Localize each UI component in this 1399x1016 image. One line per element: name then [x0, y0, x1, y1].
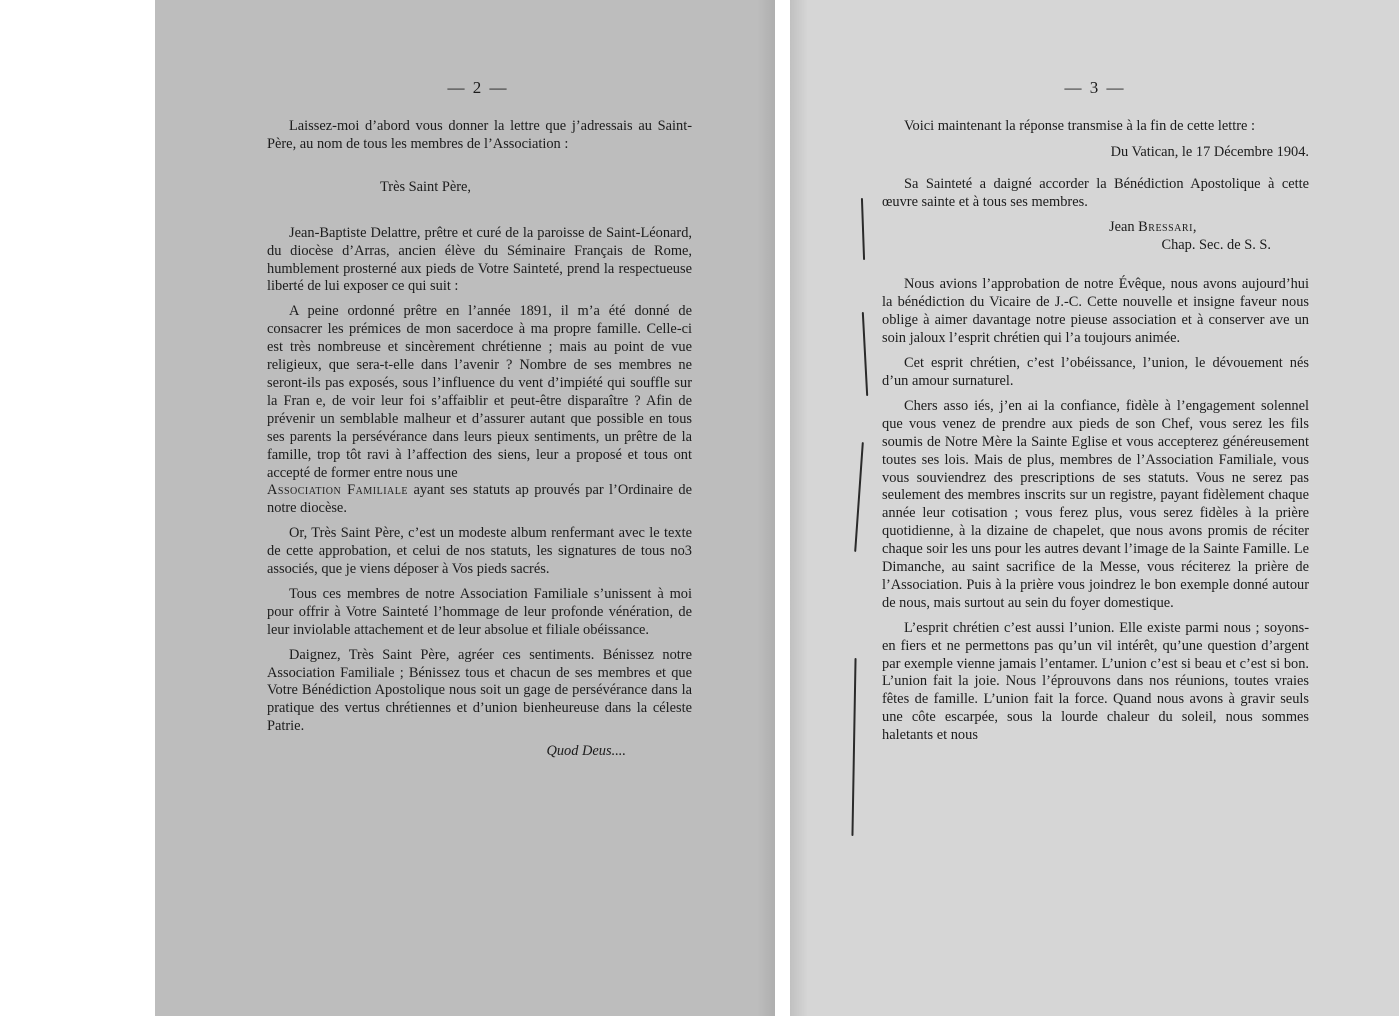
- right-fold-shadow: [790, 0, 808, 1016]
- left-page: [155, 0, 775, 1016]
- left-paragraph-2: A peine ordonné prêtre en l’année 1891, il m’a été donné de consacrer les prémices de mon sacerdoce à ma propre famille. Celle-ci est très nombreuse et sincèrement chrétienne ; mais au point de vue religieux, que sera-t-elle dans l’avenir ? Nombre de ses membres ne seront-ils pas exposés, sous l’influence du vent d’impiété qui souffle sur la Fran e, de voir leur foi s’affaiblir et peut-être disparaître ? Afin de prévenir un semblable malheur et d’assurer autant que possible en tous ses parents la persévérance dans leurs pieux sentiments, un prêtre de la famille, trop tôt ravi à l’affection des siens, leur a proposé et tous ont accepté de former entre nous une: [267, 303, 692, 481]
- right-paragraph-1: Nous avions l’approbation de notre Évêque, nous avons aujourd’hui la bénédiction du Vicaire de J.-C. Cette nouvelle et insigne faveur nous oblige à aimer davantage notre pieuse association et à conserver ave un soin jaloux l’esprit chrétien qui l’a toujours animée.: [882, 276, 1309, 347]
- margin-mark-2: [862, 312, 868, 396]
- left-paragraph-5: Tous ces membres de notre Association Familiale s’unissent à moi pour offrir à Votre Sainteté l’hommage de leur profonde vénération, de leur inviolable attachement et de leur absolue et filiale obéissance.: [267, 585, 692, 638]
- page-number-left: — 2 —: [447, 78, 509, 97]
- left-intro: Laissez-moi d’abord vous donner la lettre que j’adressais au Saint-Père, au nom de tous les membres de l’Association :: [267, 118, 692, 152]
- association-smallcaps: Association Familiale: [267, 482, 408, 499]
- right-paragraph-3: Chers asso iés, j’en ai la confiance, fidèle à l’engagement solennel que vous venez de prendre aux pieds de son Chef, vous serez les fils soumis de Notre Mère la Sainte Eglise et vous accepterez généreusement toutes ses lois. Mais de plus, membres de l’Association Familiale, vous vous souviendrez des prescriptions de ses statuts. Vous ne serez pas seulement des membres inscrits sur un registre, payant fidèlement chaque année leur cotisation ; vous ferez plus, vous serez fidèles à la prière quotidienne, à la dizaine de chapelet, que nous avons promis de réciter chaque soir les uns pour les autres devant l’image de la Sainte Famille. Le Dimanche, au saint sacrifice de la Messe, vous réciterez la prière de l’Association. Puis à la prière vous joindrez le bon exemple donné autour de nous, mais surtout au sein du foyer domestique.: [882, 397, 1309, 611]
- right-page: [790, 0, 1399, 1016]
- right-paragraph-4: L’esprit chrétien c’est aussi l’union. Elle existe parmi nous ; soyons-en fiers et ne permettons pas qu’un vil intérêt, qu’une question d’argent par exemple vienne jamais l’entamer. L’union c’est si beau et c’est si bon. L’union fait la joie. Nous l’éprouvons dans nos réunions, toutes vraies fêtes de famille. L’union fait la force. Quand nous avons à gravir seuls une côte escarpée, sous la lourde chaleur du soleil, nous sommes haletants et nous: [882, 619, 1309, 744]
- margin-mark-3: [854, 442, 864, 552]
- signature-surname: Bressari,: [1138, 218, 1197, 235]
- signature-title: Chap. Sec. de S. S.: [1161, 236, 1271, 253]
- signature-name: [882, 219, 1309, 237]
- salutation: Très Saint Père,: [380, 178, 472, 195]
- left-paragraph-4: Or, Très Saint Père, c’est un modeste album renfermant avec le texte de cette approbation, et celui de nos statuts, les signatures de tous no3 associés, que je viens déposer à Vos pieds sacrés.: [267, 525, 692, 578]
- signoff: Quod Deus....: [546, 743, 626, 760]
- left-paragraph-1: Jean-Baptiste Delattre, prêtre et curé de la paroisse de Saint-Léonard, du diocèse d’Arras, ancien élève du Séminaire Français de Rome, humblement prosterné aux pieds de Votre Sainteté, prend la respectueuse liberté de lui exposer ce qui suit :: [267, 224, 692, 295]
- right-paragraph-2: Cet esprit chrétien, c’est l’obéissance, l’union, le dévouement nés d’un amour surnaturel.: [882, 355, 1309, 389]
- left-fold-shadow: [757, 0, 775, 1016]
- page-number-right: — 3 —: [1064, 78, 1126, 97]
- margin-mark-1: [861, 198, 865, 260]
- right-intro: Voici maintenant la réponse transmise à la fin de cette lettre :: [904, 118, 1255, 134]
- margin-mark-4: [851, 658, 856, 836]
- left-paragraph-3-text: ayant ses statuts ap prouvés par l’Ordinaire de notre diocèse.: [267, 482, 693, 517]
- date-line: Du Vatican, le 17 Décembre 1904.: [1110, 143, 1309, 160]
- signature-prefix: Jean: [1109, 218, 1139, 235]
- left-text-column: [267, 118, 692, 768]
- left-paragraph-6: Daignez, Très Saint Père, agréer ces sentiments. Bénissez notre Association Familiale ; Bénissez tous et chacun de ses membres et que Votre Bénédiction Apostolique nous soit un gage de persévérance dans la pratique des vertus chrétiennes et d’union bienheureuse dans la céleste Patrie.: [267, 646, 692, 735]
- blessing: Sa Sainteté a daigné accorder la Bénédiction Apostolique à cette œuvre sainte et à tous ses membres.: [882, 175, 1309, 210]
- left-paragraph-3: [267, 482, 692, 518]
- right-text-column: [882, 118, 1309, 752]
